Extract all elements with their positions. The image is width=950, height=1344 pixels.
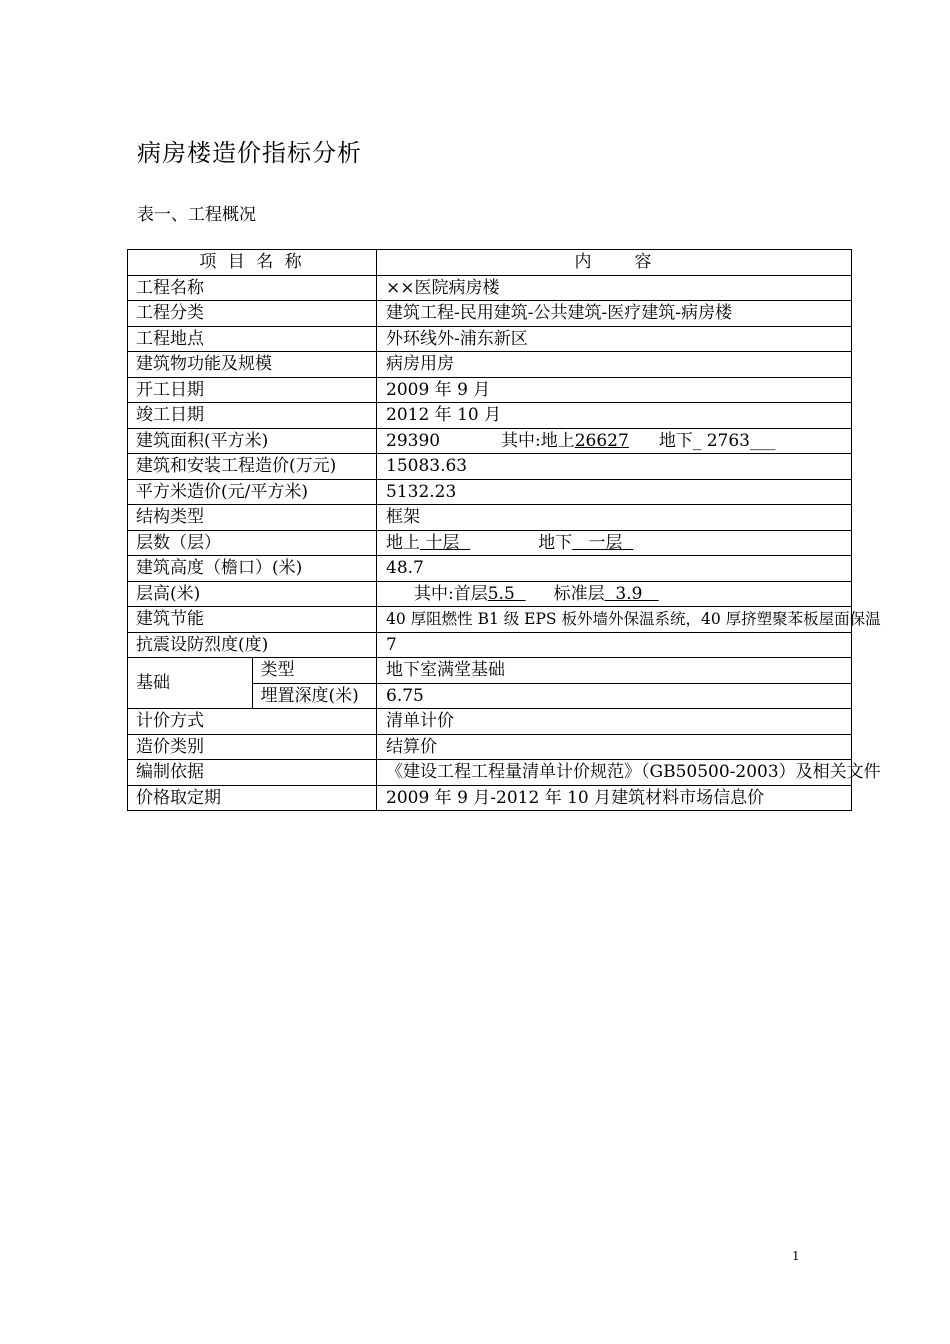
row-label: 工程地点 <box>128 326 377 352</box>
row-label: 建筑物功能及规模 <box>128 352 377 378</box>
table-row <box>128 785 852 811</box>
table-row <box>128 632 852 658</box>
floor-height-first-value: 5.5 <box>487 583 515 604</box>
table-row <box>128 326 852 352</box>
table-row <box>128 301 852 327</box>
table-row <box>128 352 852 378</box>
page-title: 病房楼造价指标分析 <box>137 139 362 167</box>
row-label: 工程分类 <box>128 301 377 327</box>
row-label: 建筑和安装工程造价(万元) <box>128 454 377 480</box>
row-value: 7 <box>377 632 852 658</box>
table-row <box>128 734 852 760</box>
header-item-name: 项 目 名 称 <box>128 250 377 276</box>
area-below-prefix: 地下_ <box>658 430 702 451</box>
row-label: 建筑节能 <box>128 607 377 633</box>
table-row <box>128 556 852 582</box>
floor-height-std-value: 3.9 <box>615 583 643 604</box>
row-label: 层高(米) <box>128 581 377 607</box>
page-number: 1 <box>792 1249 800 1263</box>
row-value: 2009 年 9 月 <box>377 377 852 403</box>
floors-above-value: 十层 <box>425 532 460 553</box>
row-value: 5132.23 <box>377 479 852 505</box>
project-overview-table <box>127 249 881 811</box>
table-row <box>128 658 852 684</box>
row-value: 《建设工程工程量清单计价规范》（GB50500-2003）及相关文件 <box>377 760 852 786</box>
row-value: 框架 <box>377 505 852 531</box>
row-label: 建筑高度（檐口）(米) <box>128 556 377 582</box>
row-label-foundation: 基础 <box>128 658 253 709</box>
area-below-value: 2763 <box>706 430 750 451</box>
row-value-floor-height <box>377 581 852 607</box>
area-total: 29390 <box>386 430 441 451</box>
table-row <box>128 377 852 403</box>
table-row <box>128 505 852 531</box>
row-value: 2009 年 9 月-2012 年 10 月建筑材料市场信息价 <box>377 785 852 811</box>
row-value: 清单计价 <box>377 709 852 735</box>
table-row <box>128 454 852 480</box>
table-row <box>128 275 852 301</box>
row-label: 价格取定期 <box>128 785 377 811</box>
table-row <box>128 479 852 505</box>
sub-label: 类型 <box>252 658 377 684</box>
row-label: 层数（层） <box>128 530 377 556</box>
row-value: 外环线外-浦东新区 <box>377 326 852 352</box>
floor-height-std-prefix: 标准层 <box>553 583 605 604</box>
row-value-area <box>377 428 852 454</box>
area-above-value: 26627 <box>574 430 629 451</box>
table-row <box>128 530 852 556</box>
row-value-floors <box>377 530 852 556</box>
table-row <box>128 581 852 607</box>
row-value: 建筑工程-民用建筑-公共建筑-医疗建筑-病房楼 <box>377 301 852 327</box>
row-label: 竣工日期 <box>128 403 377 429</box>
row-label: 结构类型 <box>128 505 377 531</box>
table-header-row <box>128 250 852 276</box>
row-label: 建筑面积(平方米) <box>128 428 377 454</box>
floors-above-prefix: 地上 <box>386 532 420 553</box>
row-label: 编制依据 <box>128 760 377 786</box>
row-value: 地下室满堂基础 <box>377 658 852 684</box>
table-caption: 表一、工程概况 <box>137 205 256 225</box>
row-value: 病房用房 <box>377 352 852 378</box>
row-value: 结算价 <box>377 734 852 760</box>
table-row <box>128 403 852 429</box>
row-label: 开工日期 <box>128 377 377 403</box>
row-value: 2012 年 10 月 <box>377 403 852 429</box>
table-row <box>128 709 852 735</box>
header-content: 内 容 <box>377 250 852 276</box>
area-above-prefix: 其中:地上 <box>501 430 575 451</box>
row-label: 抗震设防烈度(度) <box>128 632 377 658</box>
floors-below-prefix: 地下 <box>538 532 573 553</box>
sub-label: 埋置深度(米) <box>252 683 377 709</box>
area-below-suffix: ___ <box>750 430 776 451</box>
table-row <box>128 760 852 786</box>
row-value: 48.7 <box>377 556 852 582</box>
floors-below-value: 一层 <box>588 532 623 553</box>
table-row <box>128 607 852 633</box>
row-label: 平方米造价(元/平方米) <box>128 479 377 505</box>
floor-height-first-prefix: 其中:首层 <box>414 583 488 604</box>
row-value: 15083.63 <box>377 454 852 480</box>
row-label: 工程名称 <box>128 275 377 301</box>
row-label: 造价类别 <box>128 734 377 760</box>
row-label: 计价方式 <box>128 709 377 735</box>
row-value: 6.75 <box>377 683 852 709</box>
row-value: 40 厚阻燃性 B1 级 EPS 板外墙外保温系统，40 厚挤塑聚苯板屋面保温 <box>377 607 852 633</box>
table-row <box>128 428 852 454</box>
row-value: ××医院病房楼 <box>377 275 852 301</box>
